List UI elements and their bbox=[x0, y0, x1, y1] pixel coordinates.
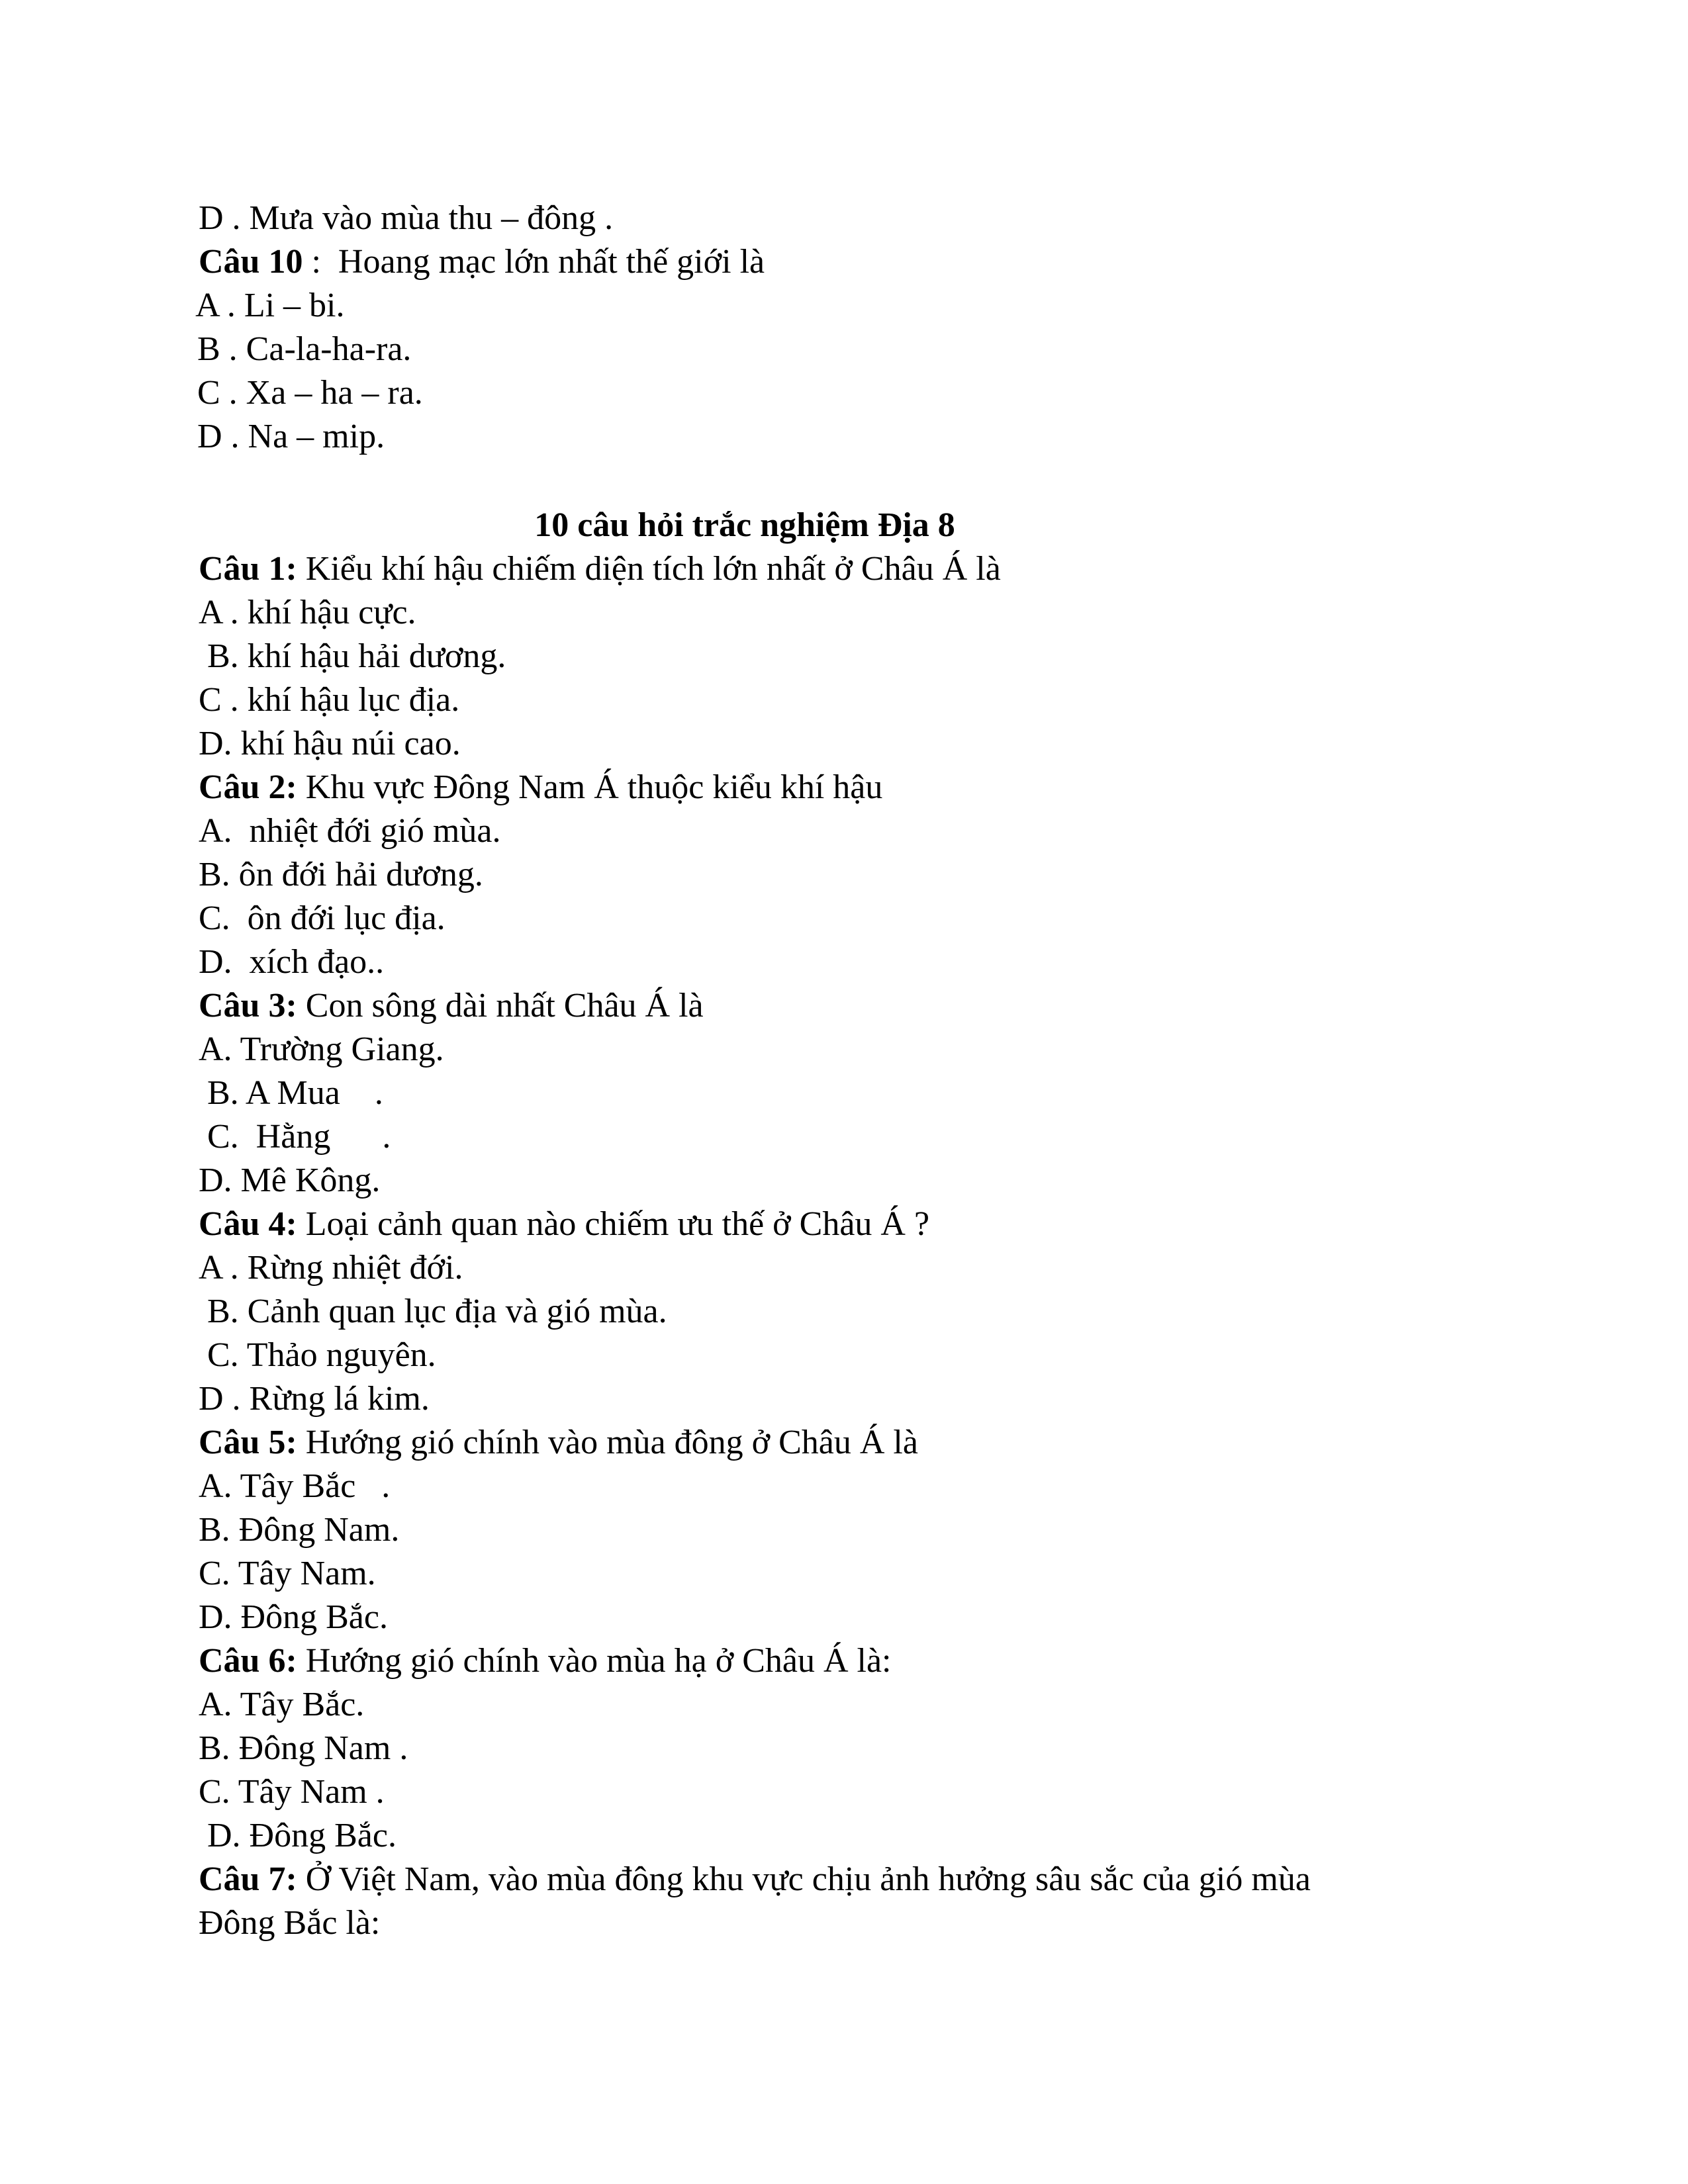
q3-option-c: C. Hằng . bbox=[199, 1118, 391, 1156]
question-7-label: Câu 7: bbox=[199, 1860, 297, 1898]
question-7-continuation: Đông Bắc là: bbox=[199, 1904, 381, 1942]
question-6 bbox=[199, 1639, 891, 1683]
question-3-label: Câu 3: bbox=[199, 987, 297, 1024]
q2-option-d: D. xích đạo.. bbox=[199, 943, 385, 981]
q4-option-b: B. Cảnh quan lục địa và gió mùa. bbox=[199, 1293, 667, 1330]
question-5-text: Hướng gió chính vào mùa đông ở Châu Á là bbox=[297, 1424, 918, 1461]
q9-option-d: D . Mưa vào mùa thu – đông . bbox=[199, 199, 614, 237]
question-2-text: Khu vực Đông Nam Á thuộc kiểu khí hậu bbox=[297, 768, 883, 806]
question-2 bbox=[199, 766, 882, 809]
q4-option-d: D . Rừng lá kim. bbox=[199, 1380, 430, 1418]
q1-option-d: D. khí hậu núi cao. bbox=[199, 725, 461, 762]
q5-option-c: C. Tây Nam. bbox=[199, 1555, 376, 1592]
q5-option-d: D. Đông Bắc. bbox=[199, 1598, 388, 1636]
question-1 bbox=[199, 547, 1001, 591]
q3-option-a: A. Trường Giang. bbox=[199, 1030, 444, 1068]
question-3-text: Con sông dài nhất Châu Á là bbox=[297, 987, 704, 1024]
question-10 bbox=[199, 240, 765, 284]
q10-option-c: C . Xa – ha – ra. bbox=[189, 374, 423, 412]
question-6-label: Câu 6: bbox=[199, 1642, 297, 1680]
q1-option-b: B. khí hậu hải dương. bbox=[199, 637, 506, 675]
question-7 bbox=[199, 1858, 1311, 1901]
q4-option-a: A . Rừng nhiệt đới. bbox=[199, 1249, 463, 1287]
question-6-text: Hướng gió chính vào mùa hạ ở Châu Á là: bbox=[297, 1642, 892, 1680]
q3-option-d: D. Mê Kông. bbox=[199, 1161, 381, 1199]
question-4-text: Loại cảnh quan nào chiếm ưu thế ở Châu Á ? bbox=[297, 1205, 930, 1243]
question-1-label: Câu 1: bbox=[199, 550, 297, 588]
q10-option-d: D . Na – mip. bbox=[189, 418, 385, 455]
q2-option-a: A. nhiệt đới gió mùa. bbox=[199, 812, 501, 850]
question-5 bbox=[199, 1421, 918, 1465]
question-7-text: Ở Việt Nam, vào mùa đông khu vực chịu ảnh hưởng sâu sắc của gió mùa bbox=[297, 1860, 1311, 1898]
q1-option-c: C . khí hậu lục địa. bbox=[199, 681, 460, 719]
question-3 bbox=[199, 984, 704, 1028]
q6-option-d: D. Đông Bắc. bbox=[199, 1817, 397, 1854]
q5-option-a: A. Tây Bắc . bbox=[199, 1467, 391, 1505]
q2-option-b: B. ôn đới hải dương. bbox=[199, 856, 483, 893]
q5-option-b: B. Đông Nam. bbox=[199, 1511, 400, 1549]
q6-option-c: C. Tây Nam . bbox=[199, 1773, 385, 1811]
q6-option-a: A. Tây Bắc. bbox=[199, 1686, 365, 1723]
q2-option-c: C. ôn đới lục địa. bbox=[199, 899, 445, 937]
question-10-label: Câu 10 bbox=[199, 243, 303, 281]
question-2-label: Câu 2: bbox=[199, 768, 297, 806]
q4-option-c: C. Thảo nguyên. bbox=[199, 1336, 436, 1374]
q6-option-b: B. Đông Nam . bbox=[199, 1729, 408, 1767]
q1-option-a: A . khí hậu cực. bbox=[199, 594, 416, 631]
section-title: 10 câu hỏi trắc nghiệm Địa 8 bbox=[534, 506, 955, 544]
question-4 bbox=[199, 1203, 929, 1246]
question-5-label: Câu 5: bbox=[199, 1424, 297, 1461]
question-4-label: Câu 4: bbox=[199, 1205, 297, 1243]
question-1-text: Kiểu khí hậu chiếm diện tích lớn nhất ở Châu Á là bbox=[297, 550, 1001, 588]
q3-option-b: B. A Mua . bbox=[199, 1074, 383, 1112]
q10-option-b: B . Ca-la-ha-ra. bbox=[189, 330, 412, 368]
q10-option-a: A . Li – bi. bbox=[189, 287, 345, 324]
question-10-text: : Hoang mạc lớn nhất thế giới là bbox=[303, 243, 765, 281]
